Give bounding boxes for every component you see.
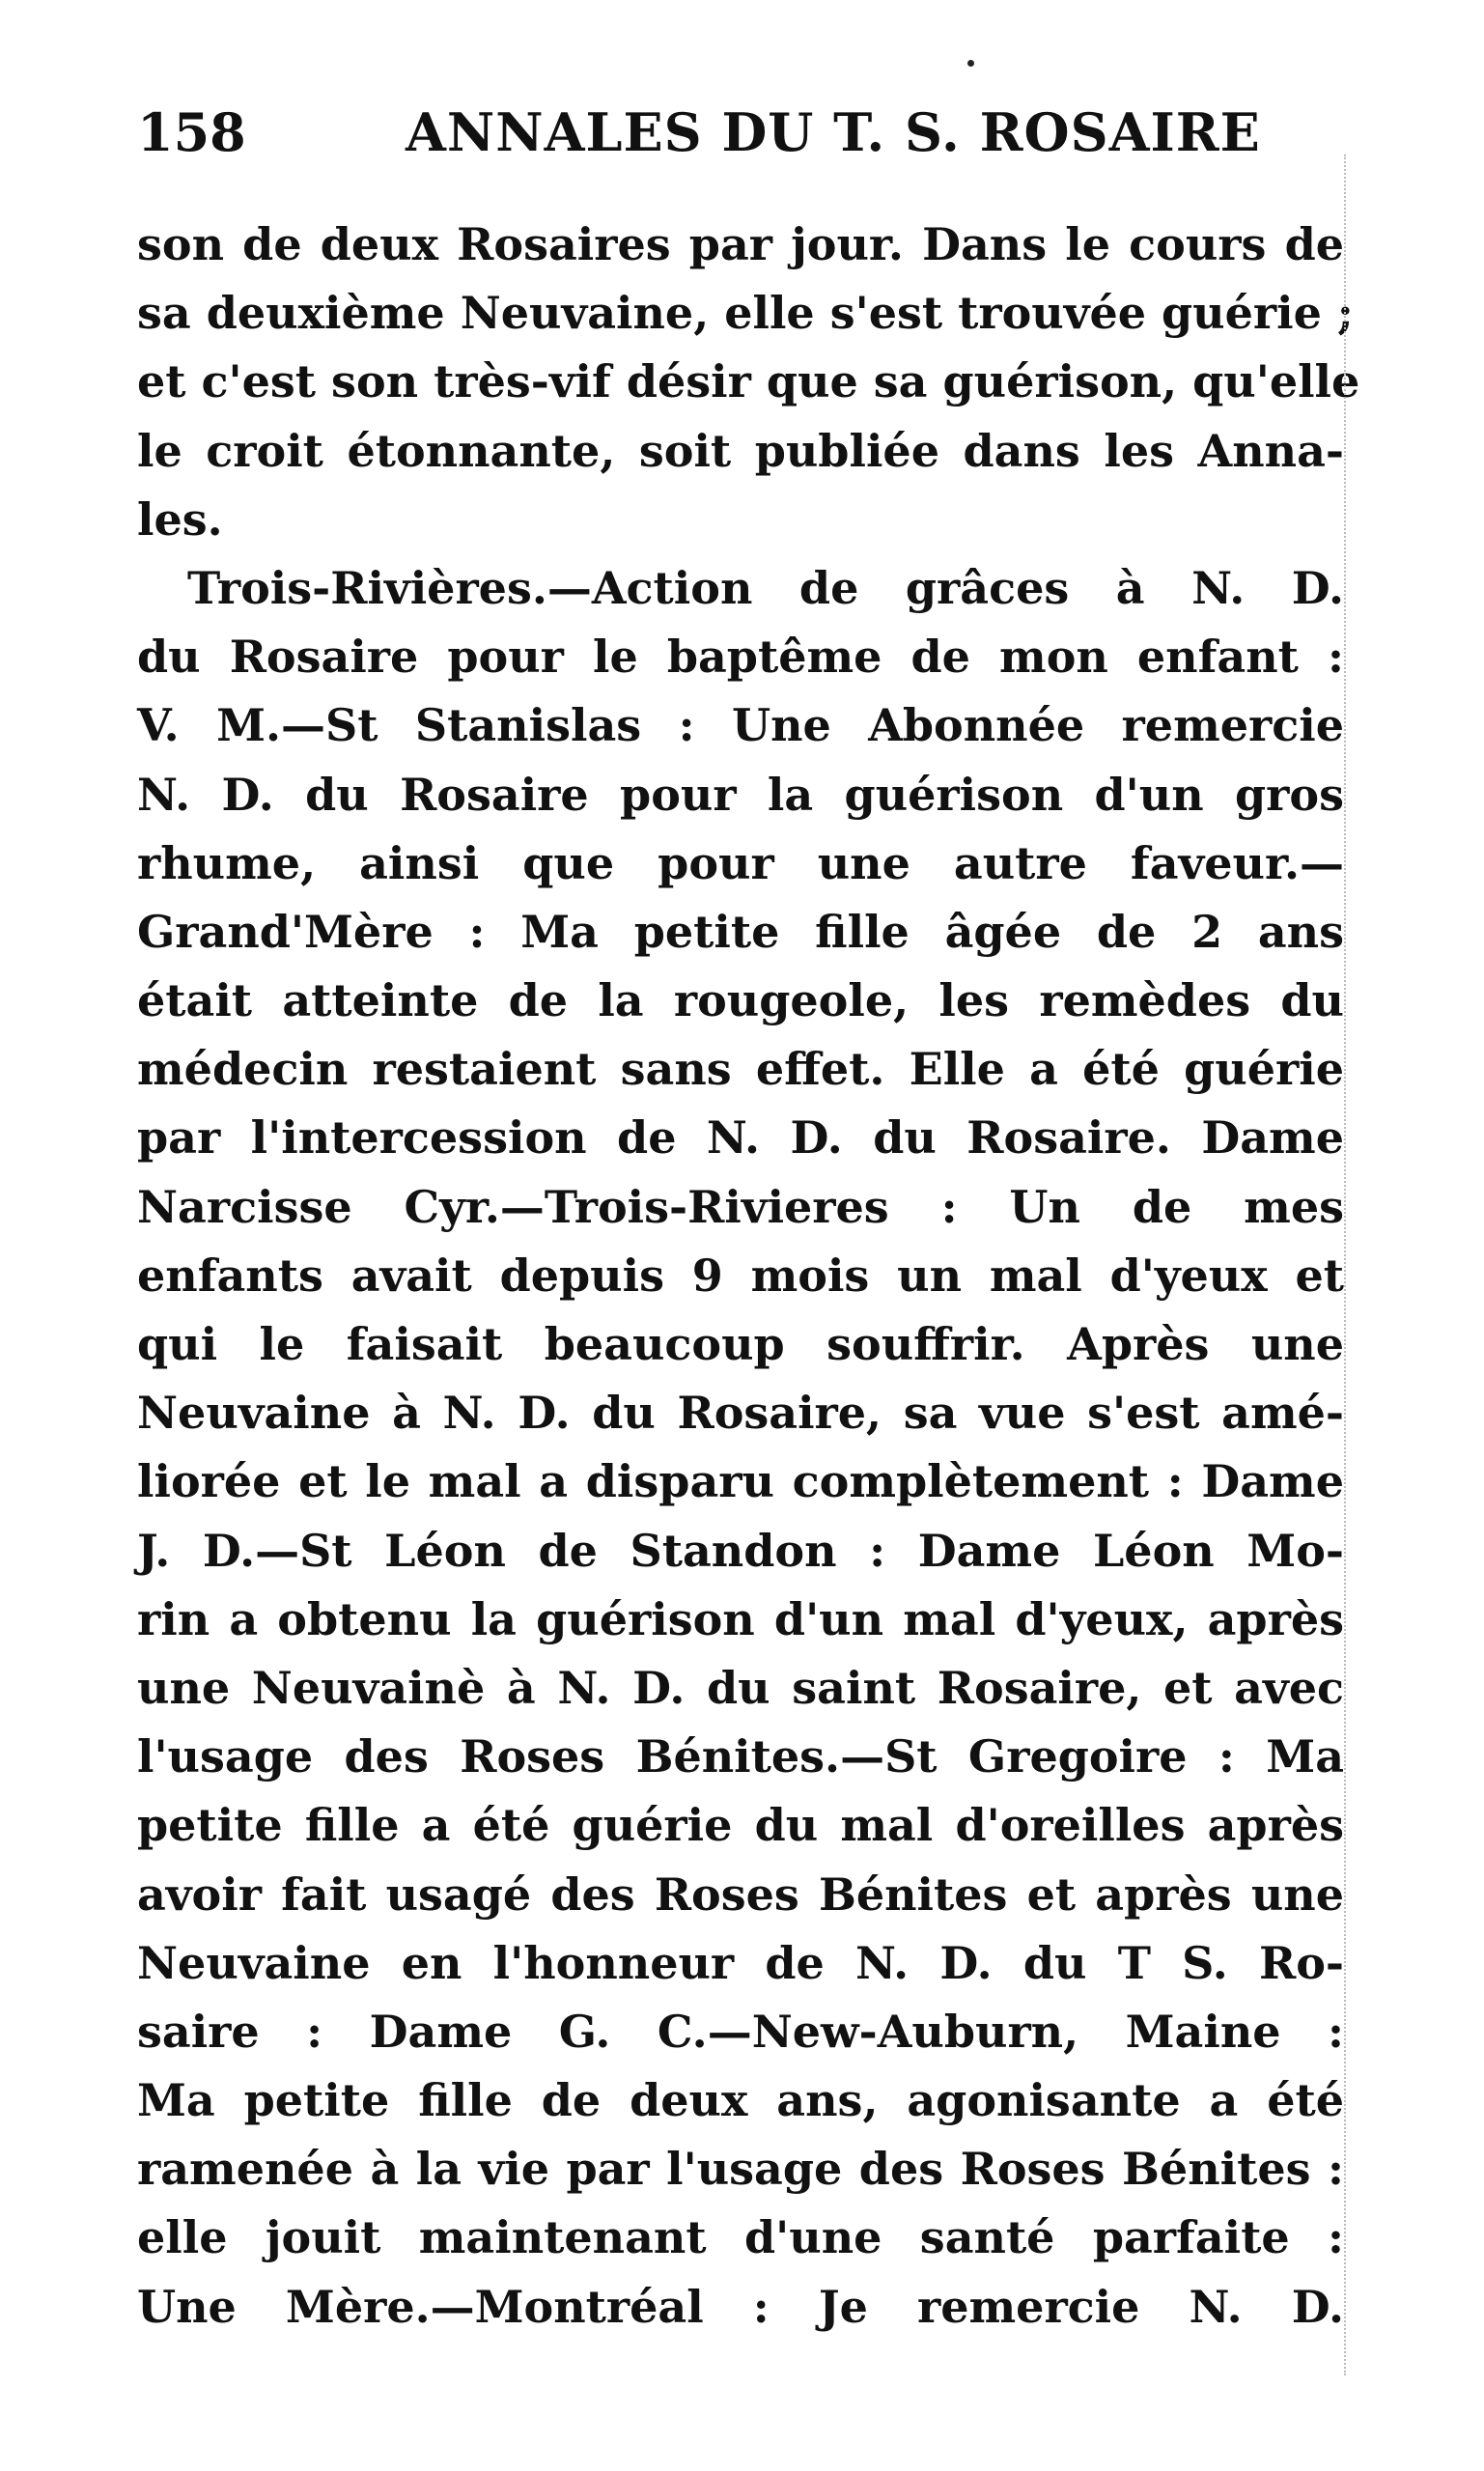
text-line: médecin restaient sans effet. Elle a été guérie [137,1043,1344,1096]
text-line: du Rosaire pour le baptême de mon enfant : [137,631,1344,684]
text-line: son de deux Rosaires par jour. Dans le cours de [137,218,1344,270]
text-line: petite fille a été guérie du mal d'oreilles après [137,1799,1344,1852]
text-line: Grand'Mère : Ma petite fille âgée de 2 ans [137,905,1344,958]
ink-speck [967,60,974,67]
text-line: l'usage des Roses Bénites.—St Gregoire : Ma [137,1730,1344,1783]
text-line: liorée et le mal a disparu complètement : Dame [137,1455,1344,1508]
text-line: J. D.—St Léon de Standon : Dame Léon Mo- [137,1524,1344,1577]
text-line: par l'intercession de N. D. du Rosaire. Dame [137,1111,1344,1165]
text-line: une Neuvainè à N. D. du saint Rosaire, et avec [137,1661,1344,1714]
text-line: elle jouit maintenant d'une santé parfaite : [137,2211,1344,2264]
text-line: le croit étonnante, soit publiée dans les Anna- [137,424,1344,477]
page-header [137,98,1261,166]
text-line: V. M.—St Stanislas : Une Abonnée remercie [137,699,1344,752]
text-line: Ma petite fille de deux ans, agonisante a été [137,2074,1344,2127]
text-line: et c'est son très-vif désir que sa guérison, qu'elle [137,355,1360,408]
text-line: les. [137,492,223,546]
text-line: sa deuxième Neuvaine, elle s'est trouvée guérie ; [137,287,1354,340]
text-line: N. D. du Rosaire pour la guérison d'un gros [137,768,1344,821]
text-line: avoir fait usagé des Roses Bénites et après une [137,1867,1344,1921]
text-line: était atteinte de la rougeole, les remèdes du [137,974,1344,1027]
text-line: saire : Dame G. C.—New-Auburn, Maine : [137,2005,1344,2058]
text-line: Neuvaine en l'honneur de N. D. du T S. Ro- [137,1936,1344,1989]
text-line: ramenée à la vie par l'usage des Roses Bénites : [137,2143,1344,2196]
text-line: rin a obtenu la guérison d'un mal d'yeux, après [137,1592,1344,1645]
text-line: Neuvaine à N. D. du Rosaire, sa vue s'est amé- [137,1387,1344,1440]
text-line: Trois-Rivières.—Action de grâces à N. D. [187,561,1344,614]
text-line: enfants avait depuis 9 mois un mal d'yeux et [137,1249,1344,1302]
text-line: Narcisse Cyr.—Trois-Rivieres : Un de mes [137,1180,1344,1233]
gutter-shadow [1344,154,1365,2375]
page-number: 158 [137,101,246,163]
body-text [137,211,1360,2342]
text-line: qui le faisait beaucoup souffrir. Après une [137,1318,1344,1370]
text-line: rhume, ainsi que pour une autre faveur.— [137,836,1344,889]
running-title: ANNALES DU T. S. ROSAIRE [406,101,1261,163]
text-line: Une Mère.—Montréal : Je remercie N. D. [137,2280,1344,2333]
